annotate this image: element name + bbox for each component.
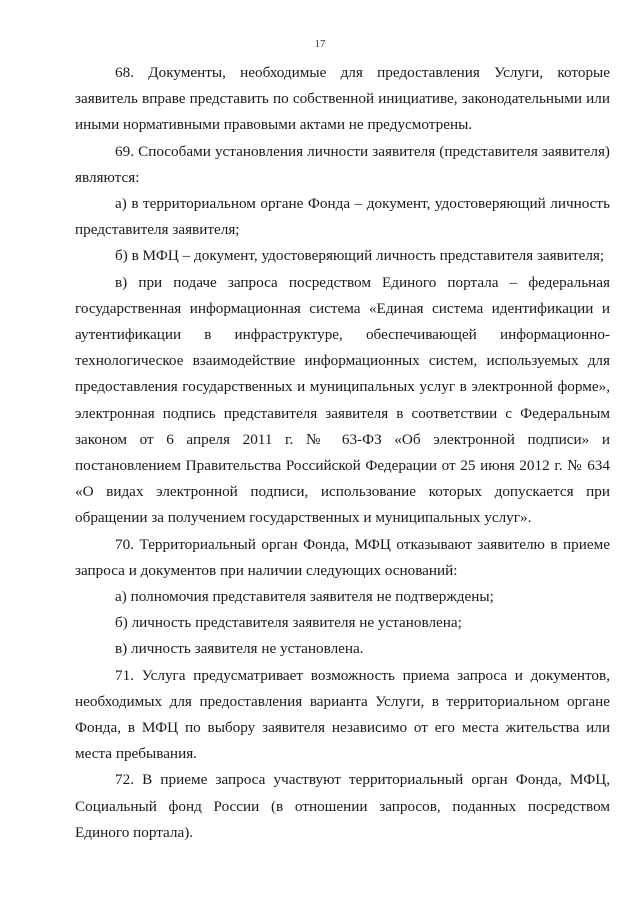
paragraph-69: 69. Способами установления личности заявителя (представителя заявителя) являются: (75, 142, 610, 186)
page-number: 17 (314, 38, 326, 50)
paragraph-69-b: б) в МФЦ – документ, удостоверяющий личность представителя заявителя; (115, 247, 605, 265)
paragraph-70: 70. Территориальный орган Фонда, МФЦ отказывают заявителю в приеме запроса и документов при наличии следующих оснований: (75, 535, 610, 579)
paragraph-69-a: а) в территориальном органе Фонда – документ, удостоверяющий личность представителя заявителя; (75, 195, 610, 239)
paragraph-70-a: а) полномочия представителя заявителя не подтверждены; (115, 588, 494, 606)
paragraph-70-v: в) личность заявителя не установлена. (115, 640, 364, 658)
paragraph-72: 72. В приеме запроса участвуют территориальный орган Фонда, МФЦ, Социальный фонд России (в отношении запросов, поданных посредством Единого портала). (75, 771, 610, 841)
document-body (75, 60, 610, 846)
paragraph-70-b: б) личность представителя заявителя не установлена; (115, 614, 462, 632)
paragraph-71: 71. Услуга предусматривает возможность приема запроса и документов, необходимых для предоставления варианта Услуги, в территориальном органе Фонда, в МФЦ по выбору заявителя независимо от его места жительства или места пребывания. (75, 666, 610, 763)
paragraph-68: 68. Документы, необходимые для предоставления Услуги, которые заявитель вправе представить по собственной инициативе, законодательными или иными нормативными правовыми актами не предусмотрены. (75, 64, 610, 134)
paragraph-69-v: в) при подаче запроса посредством Единого портала – федеральная государственная информационная система «Единая система идентификации и аутентификации в инфраструктуре, обеспечивающей информационно-технологическое взаимодействие информационных систем, используемых для предоставления государственных и муниципальных услуг в электронной форме», электронная подпись представителя заявителя в соответствии с Федеральным законом от 6 апреля 2011 г. № 63-ФЗ «Об электронной подписи» и постановлением Правительства Российской Федерации от 25 июня 2012 г. № 634 «О видах электронной подписи, использование которых допускается при обращении за получением государственных и муниципальных услуг». (75, 273, 610, 527)
